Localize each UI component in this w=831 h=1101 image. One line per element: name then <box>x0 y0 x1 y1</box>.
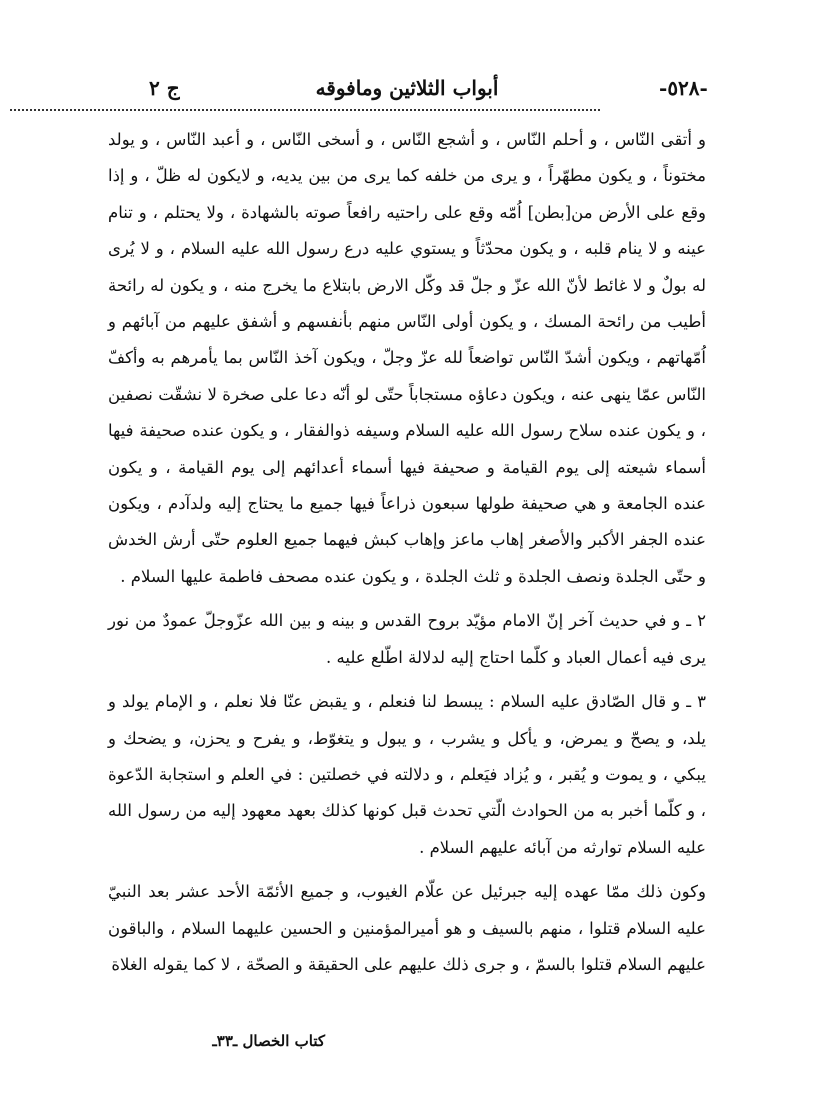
paragraph-2: ٢ ـ و في حديث آخر إنّ الامام مؤيّد بروح القدس و بينه و بين الله عزّوجلّ عمودٌ من نور يرى فيه أعمال العباد و كلّما احتاج إليه لدلالة اطّلع عليه . <box>108 611 706 667</box>
paragraph-3: ٣ ـ و قال الصّادق عليه السلام : يبسط لنا فنعلم ، و يقبض عنّا فلا نعلم ، و الإمام يولد و يلد، و يصحّ و يمرض، و يأكل و يشرب ، و يبول و يتغوّط، و يفرح و يحزن، و يضحك و يبكي ، و يموت و يُقبر ، و يُزاد فيَعلم ، و دلالته في خصلتين : في العلم و استجابة الدّعوة ، و كلّما أخبر به من الحوادث الّتي تحدث قبل كونها كذلك بعهد معهود إليه من رسول الله عليه السلام توارثه من آبائه عليهم السلام . <box>108 692 706 857</box>
header-title: أبواب الثلاثين ومافوقه <box>315 76 499 100</box>
header-page-number: -٥٢٨- <box>659 76 708 100</box>
header-volume: ج ٢ <box>149 76 180 100</box>
page-footer: كتاب الخصال ـ٣٣ـ <box>212 1032 325 1050</box>
paragraph-1: و أتقى النّاس ، و أحلم النّاس ، و أشجع النّاس ، و أسخى النّاس ، و أعبد النّاس ، و يولد مختوناً ، و يكون مطهّراً ، و يرى من خلفه كما يرى من بين يديه، و لايكون له ظلّ ، و إذا وقع على الأرض من[بطن] اُمّه وقع على راحتيه رافعاً صوته بالشهادة ، ولا يحتلم ، و تنام عينه و لا ينام قلبه ، و يكون محدّثاً و يستوي عليه درع رسول الله عليه السلام ، و لا يُرى له بولٌ و لا غائط لأنّ الله عزّ و جلّ قد وكّل الارض بابتلاع ما يخرج منه ، و يكون له رائحة أطيب من رائحة المسك ، و يكون أولى النّاس منهم بأنفسهم و أشفق عليهم من آبائهم و اُمّهاتهم ، ويكون أشدّ النّاس تواضعاً لله عزّ وجلّ ، ويكون آخذ النّاس بما يأمرهم به وأكفّ النّاس عمّا ينهى عنه ، ويكون دعاؤه مستجاباً حتّى لو أنّه دعا على صخرة لا نشقّت نصفين ، و يكون عنده سلاح رسول الله عليه السلام وسيفه ذوالفقار ، و يكون عنده صحيفة فيها أسماء شيعته إلى يوم القيامة و صحيفة فيها أسماء أعدائهم إلى يوم القيامة ، و يكون عنده الجامعة و هي صحيفة طولها سبعون ذراعاً فيها جميع ما يحتاج إليه ولدآدم ، ويكون عنده الجفر الأكبر والأصغر إهاب ماعز وإهاب كبش فيهما جميع العلوم حتّى أرش الخدش و حتّى الجلدة ونصف الجلدة و ثلث الجلدة ، و يكون عنده مصحف فاطمة عليها السلام . <box>108 130 706 586</box>
header-divider <box>10 109 600 111</box>
page-header <box>108 72 706 106</box>
paragraph-4: وكون ذلك ممّا عهده إليه جبرئيل عن علّام الغيوب، و جميع الأئمّة الأحد عشر بعد النبيّ عليه السلام قتلوا ، منهم بالسيف و هو أميرالمؤمنين و الحسين عليهما السلام ، والباقون عليهم السلام قتلوا بالسمّ ، و جرى ذلك عليهم على الحقيقة و الصحّة ، لا كما يقوله الغلاة <box>108 882 706 974</box>
running-header <box>108 72 706 106</box>
page-body <box>108 122 706 991</box>
